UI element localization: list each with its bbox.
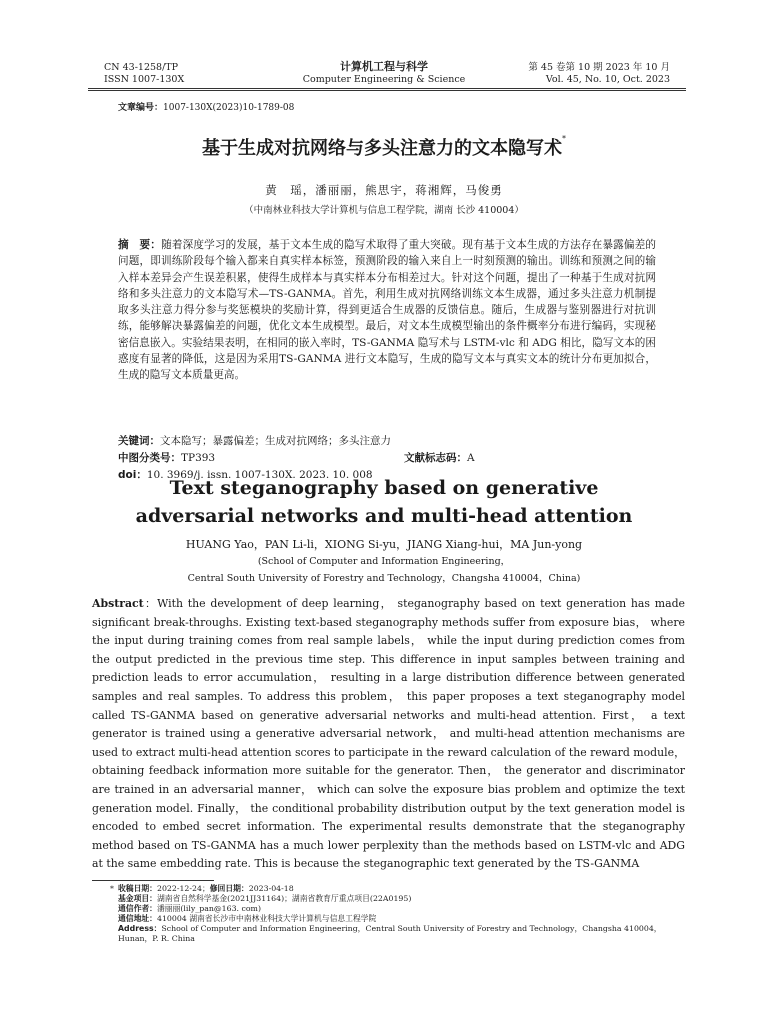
corresponding-label: 通信作者： (118, 904, 157, 913)
paper-title-en-line2: adversarial networks and multi-head attention (135, 505, 633, 527)
cn-number: CN 43-1258/TP (104, 62, 179, 73)
abstract-cn-label: 摘 要： (118, 239, 162, 251)
doi-label: doi： (118, 469, 147, 481)
issn: ISSN 1007-130X (104, 74, 185, 85)
paper-title-cn (0, 134, 768, 160)
received-date: 2022-12-24； (156, 884, 210, 893)
abstract-en-text: ：With the development of deep learning， steganography based on text generation has made significant break-throughs. Existing text-based steganography methods suffer from exposure bias， where the input during training comes from real sample labels， while the input during prediction comes from the output predicted in the previous time step. This difference in input samples between training and prediction leads to error accumulation， resulting in a large distribution difference between generated samples and real samples. To address this problem， this paper proposes a text steganography model called TS-GANMA based on generative adversarial networks and multi-head attention. First， a text generator is trained using a generative adversarial network， and multi-head attention mechanisms are used to extract multi-head attention scores to participate in the reward calculation of the reward module， obtaining feedback information more suitable for the generator. Then， the generator and discriminator are trained in an adversarial manner， which can solve the exposure bias problem and optimize the text generation model. Finally， the conditional probability distribution output by the text generation model is encoded to embed secret information. The experimental results demonstrate that the steganography method based on TS-GANMA has a much lower perplexity than the methods based on LSTM-vlc and ADG at the same embedding rate. This is because the steganographic text generated by the TS-GANMA (92, 597, 685, 871)
affiliation-en (0, 553, 768, 587)
clc-number (118, 450, 215, 465)
keywords-cn (118, 433, 391, 448)
paper-title-en-line1: Text steganography based on generative (169, 477, 599, 499)
keywords-cn-text: 文本隐写；暴露偏差；生成对抗网络；多头注意力 (160, 435, 391, 447)
header-right (528, 62, 670, 86)
article-number-label: 文章编号： (118, 103, 164, 113)
document-code (404, 450, 475, 465)
clc-label: 中图分类号： (118, 452, 181, 464)
footnote-address-en (118, 924, 686, 944)
title-footnote-mark: * (562, 134, 566, 143)
fund-label: 基金项目： (118, 894, 157, 903)
footnote-address-cn (118, 914, 686, 924)
fund-text: 湖南省自然科学基金(2021JJ31164)；湖南省教育厅重点项目(22A0195) (156, 894, 412, 903)
received-label: 收稿日期： (118, 884, 157, 893)
footnote-dates (118, 884, 686, 894)
doc-code-value: A (467, 452, 475, 464)
abstract-en (92, 595, 685, 874)
footnote-fund (118, 894, 686, 904)
abstract-cn (118, 237, 656, 384)
footnote-corresponding (118, 904, 686, 914)
journal-title-en: Computer Engineering & Science (302, 74, 466, 85)
article-number-value: 1007-130X(2023)10-1789-08 (163, 103, 295, 113)
revised-date: 2023-04-18 (248, 884, 294, 893)
revised-label: 修回日期： (209, 884, 249, 893)
authors-en: HUANG Yao，PAN Li-li，XIONG Si-yu，JIANG Xiang-hui，MA Jun-yong (185, 538, 583, 551)
header-rule-thin (88, 90, 686, 91)
address-en-text: School of Computer and Information Engineering，Central South University of Forestry and Technology，Changsha 410004，Hunan，P. R. China (118, 924, 662, 943)
article-number (118, 100, 294, 113)
affiliation-cn: （中南林业科技大学计算机与信息工程学院，湖南 长沙 410004） (244, 205, 524, 216)
footnotes (110, 884, 686, 944)
doc-code-label: 文献标志码： (404, 452, 467, 464)
keywords-cn-label: 关键词： (118, 435, 160, 447)
address-en-label: Address： (118, 924, 162, 933)
authors-cn: 黄 瑶，潘丽丽，熊思宇，蒋湘辉，马俊勇 (265, 183, 503, 197)
address-cn-label: 通信地址： (118, 914, 157, 923)
issue-cn: 第 45 卷第 10 期 2023 年 10 月 (528, 62, 670, 73)
paper-title-cn-text: 基于生成对抗网络与多头注意力的文本隐写术 (202, 138, 562, 159)
abstract-en-label: Abstract (92, 597, 144, 610)
header-rule (88, 88, 686, 89)
abstract-cn-text: 随着深度学习的发展，基于文本生成的隐写术取得了重大突破。现有基于文本生成的方法存在暴露偏差的问题，即训练阶段每个输入都来自真实样本标签，预测阶段的输入来自上一时刻预测的输出。训练和预测之间的输入样本差异会产生误差积累，使得生成样本与真实样本分布相差过大。针对这个问题，提出了一种基于生成对抗网络和多头注意力的文本隐写术—TS-GANMA。首先，利用生成对抗网络训练文本生成器，通过多头注意力机制提取多头注意力得分参与奖惩模块的奖励计算，得到更适合生成器的反馈信息。随后，生成器与鉴别器进行对抗训练，能够解决暴露偏差的问题，优化文本生成模型。最后，对文本生成模型输出的条件概率分布进行编码，实现秘密信息嵌入。实验结果表明，在相同的嵌入率时，TS-GANMA 隐写术与 LSTM-vlc 和 ADG 相比，隐写文本的困惑度有显著的降低，这是因为采用TS-GANMA 进行文本隐写，生成的隐写文本与真实文本的统计分布更加拟合，生成的隐写文本质量更高。 (118, 239, 657, 382)
issue-en: Vol. 45, No. 10, Oct. 2023 (545, 74, 670, 85)
clc-value: TP393 (181, 452, 216, 464)
doi-value: 10. 3969/j. issn. 1007-130X. 2023. 10. 008 (146, 469, 373, 481)
corresponding-text: 潘丽丽(lily_pan@163. com) (156, 904, 261, 913)
address-cn-text: 410004 湖南省长沙市中南林业科技大学计算机与信息工程学院 (156, 914, 377, 923)
paper-title-en (0, 474, 768, 530)
affiliation-en-line1: (School of Computer and Information Engineering， (257, 556, 511, 567)
footnote-star: * (110, 884, 114, 893)
journal-title-cn: 计算机工程与科学 (340, 60, 428, 73)
affiliation-en-line2: Central South University of Forestry and Technology，Changsha 410004，China) (187, 573, 581, 584)
footnote-rule (92, 880, 214, 881)
